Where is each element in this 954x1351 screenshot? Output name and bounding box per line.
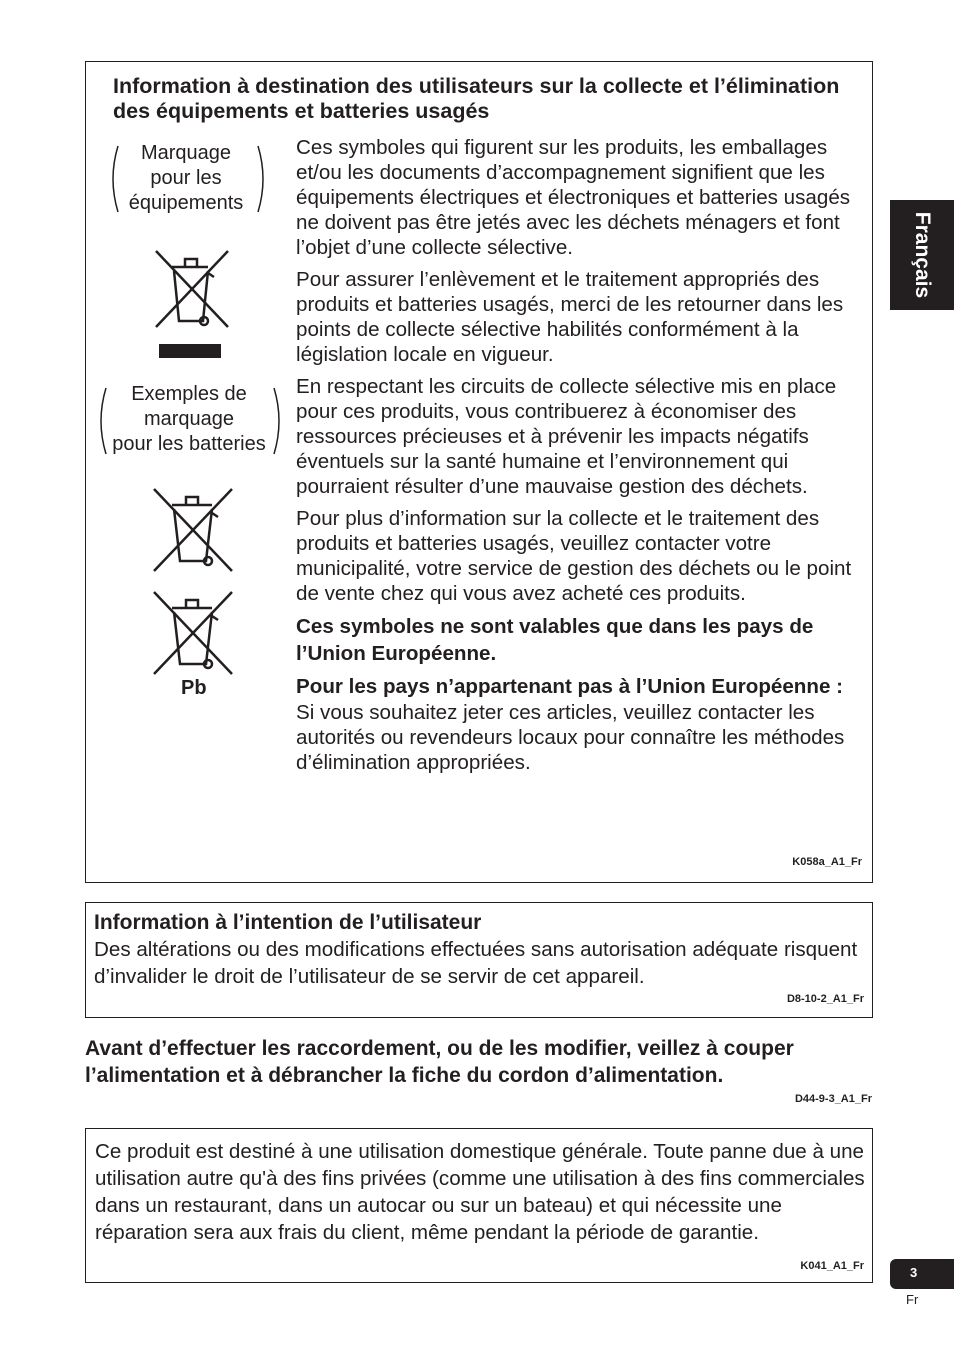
crossed-battery-bin-pb-icon: [152, 590, 234, 678]
domestic-use-box: [85, 1128, 873, 1283]
paragraph: Ces symboles qui figurent sur les produits, les emballages et/ou les documents d’accompagnement signifient que les équipements électriques et électroniques et batteries usagés ne doivent pas être jetés avec les déchets ménagers et font l’objet d’une collecte sélective.: [296, 136, 851, 259]
weee-text-column: [296, 135, 866, 775]
power-warning: Avant d’effectuer les raccordement, ou de les modifier, veillez à couper l’alimentation et à débrancher la fiche du cordon d’alimentation.: [85, 1037, 794, 1087]
eu-only-notice: Ces symboles ne sont valables que dans les pays de l’Union Européenne.: [296, 615, 814, 665]
battery-marking-label: Exemples de marquage pour les batteries: [112, 383, 266, 455]
user-info-box: [85, 902, 873, 1018]
crossed-battery-bin-icon: [152, 487, 234, 575]
right-paren-icon: [254, 144, 270, 214]
crossed-bin-icon: [152, 247, 232, 362]
paragraph: Pour plus d’information sur la collecte et le traitement des produits et batteries usagés, veuillez contacter votre municipalité, votre service de gestion des déchets ou le point de vente chez qui vous avez acheté ces produits.: [296, 507, 852, 605]
page-number-tab: [890, 1259, 954, 1289]
paragraph: Pour assurer l’enlèvement et le traitement appropriés des produits et batteries usagés, merci de les retourner dans les points de collecte sélective habilités conformément à la législation locale en vigueur.: [296, 268, 844, 366]
reference-code: D8-10-2_A1_Fr: [786, 993, 864, 1005]
reference-code: K058a_A1_Fr: [792, 856, 862, 868]
weee-info-box: [85, 61, 873, 883]
reference-code: K041_A1_Fr: [800, 1260, 864, 1272]
page-number: 3: [910, 1265, 918, 1280]
weee-title: Information à destination des utilisateurs sur la collecte et l’élimination des équipements et batteries usagés: [113, 74, 840, 123]
language-tab: [890, 200, 954, 310]
domestic-use-body: Ce produit est destiné à une utilisation domestique générale. Toute panne due à une utilisation autre qu'à des fins privées (comme une utilisation à des fins commerciales dans un restaurant, dans un autocar ou sur un bateau) et qui nécessite une réparation sera aux frais du client, même pendant la période de garantie.: [95, 1140, 865, 1244]
user-info-title: Information à l’intention de l’utilisateur: [94, 911, 482, 934]
reference-code: D44-9-3_A1_Fr: [794, 1093, 872, 1105]
non-eu-section: [296, 673, 866, 775]
equipment-marking-label: Marquage pour les équipements: [128, 142, 244, 214]
user-info-body: Des altérations ou des modifications effectuées sans autorisation adéquate risquent d’invalider le droit de l’utilisateur de se servir de cet appareil.: [94, 938, 858, 988]
pb-label: Pb: [181, 677, 207, 699]
non-eu-body: Si vous souhaitez jeter ces articles, veuillez contacter les autorités ou revendeurs locaux pour connaître les méthodes d’élimination appropriées.: [296, 701, 845, 774]
paragraph: En respectant les circuits de collecte sélective mis en place pour ces produits, vous contribuerez à économiser des ressources précieuses et à prévenir les impacts négatifs éventuels sur la santé humaine et l’environnement qui pourraient résulter d’une mauvaise gestion des déchets.: [296, 375, 837, 498]
language-tab-label: Français: [911, 211, 934, 299]
non-eu-heading: Pour les pays n’appartenant pas à l’Union Européenne :: [296, 675, 843, 698]
page-language: Fr: [906, 1292, 919, 1307]
right-paren-icon: [270, 386, 286, 456]
